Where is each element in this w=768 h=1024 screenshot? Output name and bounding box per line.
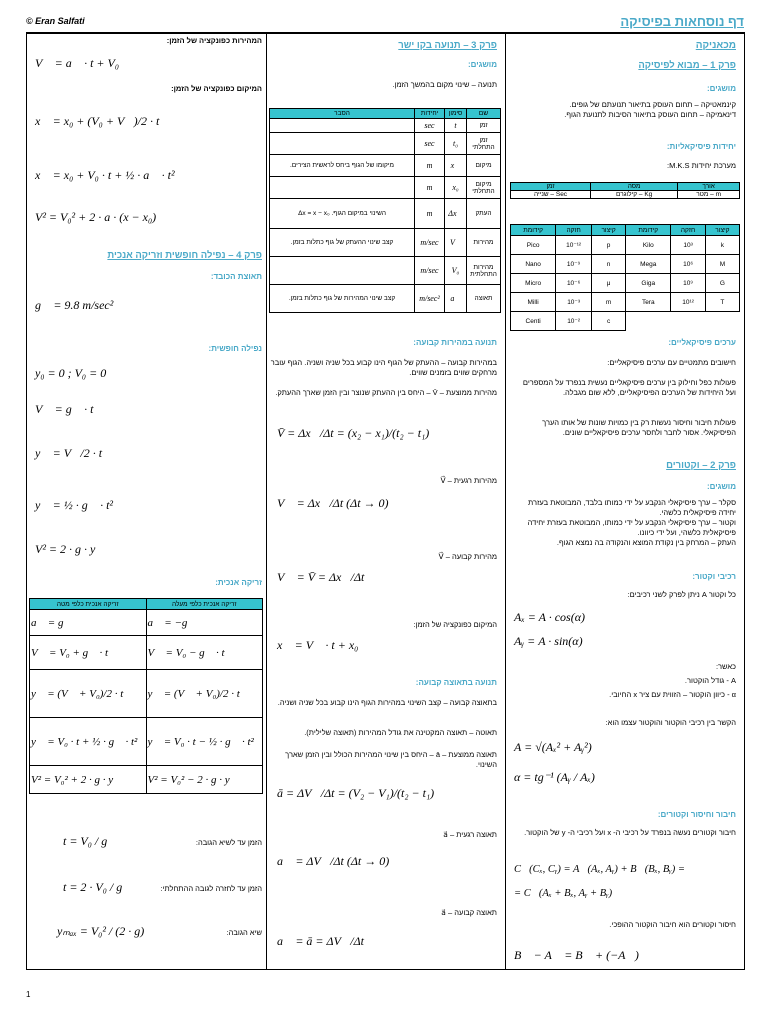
table-cell: y⃗ = V₀ · t + ½ · g⃗ · t² — [30, 718, 147, 766]
table-cell: x⃗ — [445, 155, 467, 177]
table-cell: Milli — [511, 293, 556, 312]
chapter3-title: פרק 3 – תנועה בקו ישר — [398, 40, 497, 51]
formula-const-velocity: V⃗ = V̄ = Δx⃗/Δt — [277, 570, 365, 584]
table-cell: V² = V₀² − 2 · g · y — [146, 766, 263, 794]
table-cell: מיקום התחלתי — [467, 177, 501, 199]
formula-velocity-squared: V² = V₀² + 2 · a · (x − x₀) — [35, 210, 157, 224]
table-cell: M — [705, 255, 739, 274]
formula-vector-add1: C⃗(Cₓ, Cᵧ) = A⃗(Aₓ, Aᵧ) + B⃗(Bₓ, Bᵧ) = — [514, 864, 685, 875]
formula-time-to-return: t = 2 · V₀ / g — [63, 880, 123, 894]
table-cell: 10⁻² — [556, 312, 592, 331]
formula-const-accel: a⃗ = ā = ΔV⃗/Δt — [277, 934, 364, 948]
table-cell: מהירות — [467, 229, 501, 257]
values-label: ערכים פיסיקאליים: — [668, 338, 736, 347]
concept-vector: וקטור – ערך פיסיקאלי הנקבע על ידי כמותו, המבוטאת בעזרת יחידה פיסיקאלית כלשהי, ועל ידי כיוונו. — [527, 518, 736, 537]
table-cell: Micro — [511, 274, 556, 293]
formula-max-height: yₘₐₓ = V₀² / (2 · g) — [57, 924, 145, 938]
accel-motion-label: תנועה בתאוצה קבועה: — [415, 678, 497, 687]
table-cell: t₀ — [445, 133, 467, 155]
components-line: כל וקטור A ניתן לפרק לשני רכיבים: — [627, 590, 736, 599]
table-cell: y⃗ = (V⃗ + V₀)/2 · t — [146, 670, 263, 718]
formula-ay: Aᵧ = A · sin(α) — [514, 634, 583, 648]
table-cell: 10⁶ — [671, 255, 705, 274]
where-alpha: α - כיוון הוקטור – הזווית עם ציר x החיובי. — [609, 690, 736, 699]
table-cell — [671, 312, 705, 331]
where-label: כאשר: — [715, 662, 736, 671]
pos-time-label-mid: המיקום כפונקציה של הזמן: — [413, 620, 497, 629]
formula-inst-velocity: V⃗ = Δx⃗/Δt (Δt → 0) — [277, 496, 389, 510]
table-cell: a⃗ = g⃗ — [30, 610, 147, 636]
chapter1-title: פרק 1 – מבוא לפיסיקה — [638, 60, 736, 71]
mks-value-time: Sec – שנייה — [511, 191, 591, 199]
formula-magnitude: A = √(Aₓ² + Aᵧ²) — [514, 740, 592, 754]
formula-gravity: g⃗ = 9.8 m/sec² — [35, 298, 114, 312]
table-cell: Tera — [626, 293, 671, 312]
uniform-motion-line: במהירות קבועה – ההעתק של הגוף הינו קבוע בכל שניה ושניה. הגוף עובר מרחקים שווים בזמנים שווים. — [270, 358, 497, 377]
table-cell: V² = V₀² + 2 · g · y — [30, 766, 147, 794]
formula-avg-velocity: V̄ = Δx⃗/Δt = (x₂ − x₁)/(t₂ − t₁) — [277, 426, 430, 440]
table-cell — [705, 312, 739, 331]
formula-ff-position1: y⃗ = V⃗/2 · t — [35, 446, 103, 460]
throw-header-down: זריקה אנכית כלפי מטה — [30, 599, 147, 610]
table-cell: m/sec² — [415, 285, 445, 313]
gravity-label: תאוצת הכובד: — [210, 272, 262, 281]
table-cell: m/sec — [415, 257, 445, 285]
table-cell: זמן התחלתי — [467, 133, 501, 155]
sub-line: חיסור וקטורים הוא חיבור הוקטור ההופכי. — [609, 920, 736, 929]
table-cell: 10⁹ — [671, 274, 705, 293]
concepts-label: מושגים: — [706, 84, 736, 93]
mechanics-title: מכאניקה — [695, 40, 736, 51]
concept-scalar: סקלר – ערך פיסיקאלי הנקבע על ידי כמותו בלבד, המבוטאת בעזרת יחידה פיסיקאלית כלשהי. — [528, 498, 736, 517]
values-line: פעולות חיבור וחיסור נעשות רק בין כמויות שונות של אותו הערך הפיסיקאלי. אסור לחבר ולחסר ערכים פיסיקאליים שונים. — [542, 418, 736, 437]
table-cell: y⃗ = V₀ · t − ½ · g⃗ · t² — [146, 718, 263, 766]
formula-position-avg: x⃗ = x₀ + (V₀ + V⃗)/2 · t — [35, 114, 160, 128]
vertical-throw-label: זריקה אנכית: — [215, 578, 262, 587]
table-cell: מיקום — [467, 155, 501, 177]
table-cell: t — [445, 119, 467, 133]
table-cell: מיקומו של הגוף ביחס לראשית הצירים. — [270, 155, 415, 177]
table-cell: Δx⃗ — [445, 199, 467, 229]
avg-velocity-line: מהירות ממוצעת – V̄ – היחס בין ההעתק שנוצר ובין הזמן שארך ההעתק. — [275, 388, 497, 397]
concept-kinematics: קינמאטיקה – תחום העוסק בתיאור תנועתם של גופים. — [569, 100, 736, 109]
table-header-symbol: סימון — [445, 109, 467, 119]
chapter2-title: פרק 2 – וקטורים — [666, 460, 736, 471]
formula-ff-velocity-squared: V² = 2 · g · y — [35, 542, 96, 556]
free-fall-label: נפילה חופשית: — [208, 344, 262, 353]
prefix-header: קידומת — [511, 225, 556, 236]
formula-position-accel: x⃗ = x₀ + V₀ · t + ½ · a⃗ · t² — [35, 168, 175, 182]
document-title: דף נוסחאות בפיסיקה — [620, 14, 744, 29]
table-cell: m — [415, 199, 445, 229]
formula-position-uniform: x⃗ = V⃗ · t + x₀ — [277, 638, 359, 652]
table-cell — [270, 119, 415, 133]
table-cell: a⃗ — [445, 285, 467, 313]
top-time-label: הזמן עד לשיא הגובה: — [195, 838, 262, 847]
max-height-label: שיא הגובה: — [226, 928, 262, 937]
table-cell: 10¹² — [671, 293, 705, 312]
table-header-units: יחידות — [415, 109, 445, 119]
table-cell: זמן — [467, 119, 501, 133]
concept-displacement: העתק – המרחק בין נקודת המוצא והנקודה בה נמצא הגוף. — [556, 538, 736, 547]
table-header-explanation: הסבר — [270, 109, 415, 119]
add-line: חיבור וקטורים נעשה בנפרד על רכיבי ה- x ועל רכיבי ה- y של הוקטור. — [524, 828, 736, 837]
table-cell: 10⁻³ — [556, 293, 592, 312]
components-label: רכיבי וקטור: — [692, 572, 736, 581]
prefix-header: חזקה — [671, 225, 705, 236]
mks-header-time: זמן — [511, 183, 591, 191]
table-cell: m — [591, 293, 625, 312]
mks-header-mass: מסה — [591, 183, 678, 191]
page-number: 1 — [26, 990, 31, 999]
table-cell: y⃗ = (V⃗ + V₀)/2 · t — [30, 670, 147, 718]
column-linear-motion — [266, 34, 506, 969]
formula-ax: Aₓ = A · cos(α) — [514, 610, 586, 624]
inst-velocity-label: מהירות רגעית – V⃗ — [440, 476, 497, 485]
mks-value-mass: Kg – קילוגרם — [591, 191, 678, 199]
uniform-motion-label: תנועה במהירות קבועה: — [413, 338, 497, 347]
formula-ff-position2: y⃗ = ½ · g⃗ · t² — [35, 498, 114, 512]
add-label: חיבור וחיסור וקטורים: — [657, 810, 736, 819]
table-cell: העתק — [467, 199, 501, 229]
table-cell: מהירות התחלתית — [467, 257, 501, 285]
table-cell: 10⁻⁹ — [556, 255, 592, 274]
accel-line: בתאוצה קבועה – קצב השינוי במהירות הגוף הינו קבוע בכל שניה ושניה. — [277, 698, 497, 707]
table-cell: Kilo — [626, 236, 671, 255]
const-velocity-label: מהירות קבועה – V⃗ — [438, 552, 497, 561]
table-cell: קצב שינוי ההעתק של גוף כתלות בזמן. — [270, 229, 415, 257]
relation-line: הקשר בין רכיבי הוקטור והוקטור עצמו הוא: — [605, 718, 736, 727]
const-accel-label: תאוצה קבועה – a⃗ — [441, 908, 497, 917]
table-cell: Pico — [511, 236, 556, 255]
formula-vector-sub: B⃗ − A⃗ = B⃗ + (−A⃗) — [514, 948, 639, 962]
table-cell: V₀ — [445, 257, 467, 285]
avg-accel-line: תאוצה ממוצעת – ā – היחס בין שינוי המהירות הכולל ובין הזמן שארך השינוי. — [285, 750, 497, 769]
prefix-header: קידומת — [626, 225, 671, 236]
column-mechanics-intro — [506, 34, 744, 969]
table-cell — [270, 177, 415, 199]
prefix-table — [510, 224, 740, 331]
table-cell: Mega — [626, 255, 671, 274]
pos-time-label-left: המיקום כפונקציה של הזמן: — [171, 84, 262, 93]
mks-line: מערכת יחידות M.K.S: — [667, 161, 736, 170]
table-cell: m — [415, 177, 445, 199]
vertical-throw-table — [29, 598, 263, 794]
motion-definition: תנועה – שינוי מקום בהמשך הזמן. — [392, 80, 497, 89]
table-cell: k — [705, 236, 739, 255]
formula-inst-accel: a⃗ = ΔV⃗/Δt (Δt → 0) — [277, 854, 390, 868]
where-a: A - גודל הוקטור. — [684, 676, 736, 685]
table-cell — [270, 133, 415, 155]
throw-header-up: זריקה אנכית כלפי מעלה — [146, 599, 263, 610]
formula-ff-velocity: V⃗ = g⃗ · t — [35, 402, 94, 416]
table-cell: 10³ — [671, 236, 705, 255]
prefix-header: חזקה — [556, 225, 592, 236]
table-cell: Giga — [626, 274, 671, 293]
table-cell: G — [705, 274, 739, 293]
page-frame — [26, 32, 745, 970]
table-cell: 10⁻¹² — [556, 236, 592, 255]
formula-time-to-top: t = V₀ / g — [63, 834, 108, 848]
table-cell: c — [591, 312, 625, 331]
table-cell: תאוצה — [467, 285, 501, 313]
formula-vector-add2: = C⃗(Aₓ + Bₓ, Aᵧ + Bᵧ) — [514, 888, 613, 899]
table-cell: m — [415, 155, 445, 177]
table-cell: V⃗ = V₀ + g⃗ · t — [30, 636, 147, 670]
table-cell: השינוי במיקום הגוף. Δx = x − x₀ — [270, 199, 415, 229]
ch2-concepts-label: מושגים: — [706, 482, 736, 491]
table-cell: x₀ — [445, 177, 467, 199]
table-cell: m/sec — [415, 229, 445, 257]
table-cell: V⃗ = V₀ − g⃗ · t — [146, 636, 263, 670]
table-cell: קצב שינוי המהירות של גוף כתלות בזמן. — [270, 285, 415, 313]
table-cell: Centi — [511, 312, 556, 331]
units-label: יחידות פיסיקאליות: — [666, 142, 736, 151]
table-cell: p — [591, 236, 625, 255]
chapter4-title: פרק 4 – נפילה חופשית וזריקה אנכית — [107, 250, 262, 261]
page-header — [26, 14, 744, 32]
formula-velocity-time: V⃗ = a⃗ · t + V₀ — [35, 56, 120, 70]
mks-header-length: אורך — [678, 183, 740, 191]
quantities-table — [269, 108, 501, 313]
mks-table — [510, 182, 740, 199]
prefix-header: קיצור — [591, 225, 625, 236]
table-cell: Nano — [511, 255, 556, 274]
formula-ff-initial: y₀ = 0 ; V₀ = 0 — [35, 366, 107, 380]
mks-value-length: m – מטר — [678, 191, 740, 199]
return-time-label: הזמן עד לחזרה לגובה ההתחלתי: — [160, 884, 262, 893]
table-cell: a⃗ = −g⃗ — [146, 610, 263, 636]
values-line: פעולות כפל וחילוק בין ערכים פיסיקאליים נעשית בנפרד על המספרים ועל היחידות של הערכים הפיסיקאליים, ללא שום מגבלה. — [522, 378, 736, 397]
table-cell: T — [705, 293, 739, 312]
author-credit: © Eran Salfati — [26, 16, 85, 26]
table-cell: sec — [415, 119, 445, 133]
formula-angle: α = tg⁻¹ (Aᵧ / Aₓ) — [514, 770, 595, 784]
table-cell: μ — [591, 274, 625, 293]
inst-accel-label: תאוצה רגעית – a⃗ — [443, 830, 497, 839]
table-header-name: שם — [467, 109, 501, 119]
decel-line: תאוטה – תאוצה המקטינה את גודל המהירות (תאוצה שלילית). — [304, 728, 497, 737]
prefix-header: קיצור — [705, 225, 739, 236]
table-cell: sec — [415, 133, 445, 155]
vel-time-label: המהירות כפונקציה של הזמן: — [166, 36, 262, 45]
formula-avg-accel: ā = ΔV⃗/Δt = (V₂ − V₁)/(t₂ − t₁) — [277, 786, 435, 800]
table-cell: n — [591, 255, 625, 274]
table-cell: 10⁻⁶ — [556, 274, 592, 293]
table-cell: V⃗ — [445, 229, 467, 257]
table-cell — [270, 257, 415, 285]
concept-dynamics: דינאמיקה – תחום העוסק בתיאור הסיבות לתנועת הגוף. — [564, 110, 736, 119]
column-free-fall — [27, 34, 268, 969]
table-cell — [626, 312, 671, 331]
values-line: חישובים מתמטיים עם ערכים פיסיקאליים: — [607, 358, 736, 367]
ch3-concepts-label: מושגים: — [467, 60, 497, 69]
